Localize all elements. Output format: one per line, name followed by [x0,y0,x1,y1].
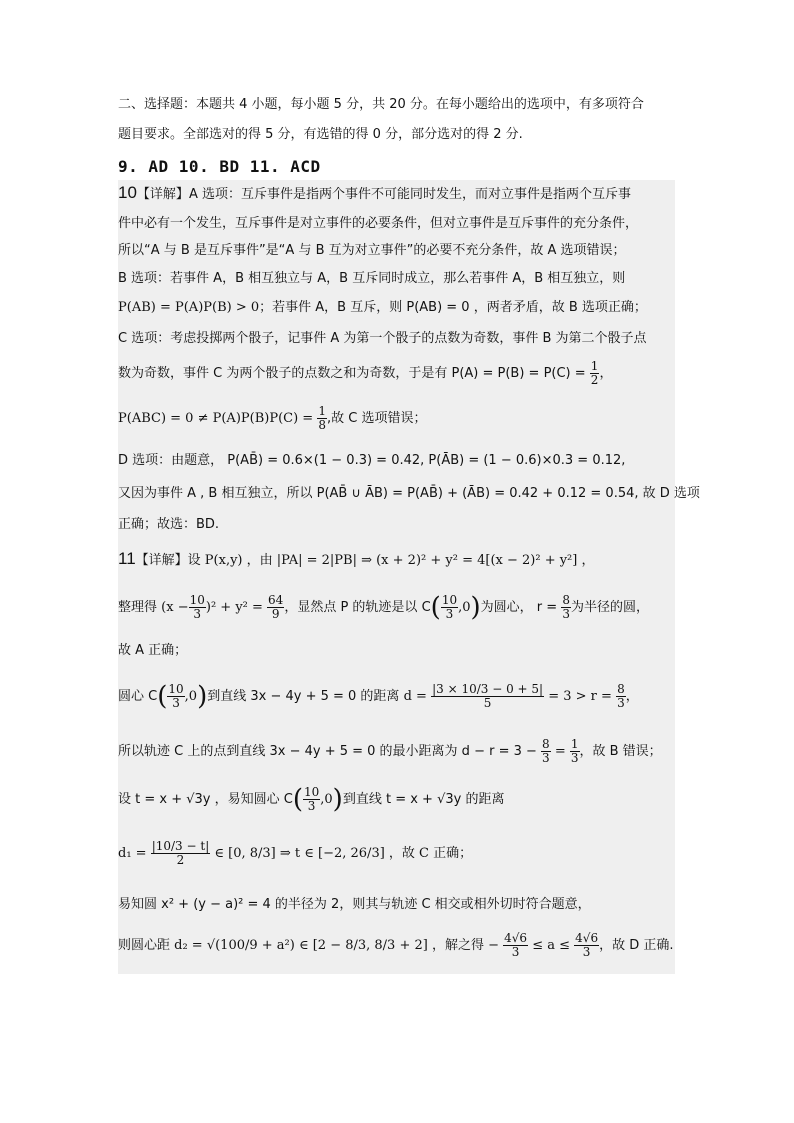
q11-line7: d₁ = $\frac{|10/3 - t|}{2}$ ∈ [0, 8/3] ⇒ t ∈ [−2, 26/3] ，故 C 正确； [118,839,473,867]
q10-formula-pab: P(AB) = P(A)P(B) > 0 [118,300,260,315]
q11-frac-8-3: $\frac{8}{3}$ [562,593,570,621]
q11-d1-frac: $\frac{|10/3 - t|}{2}$ [151,839,210,867]
q11-line8: 易知圆 x² + (y − a)² = 4 的半径为 2，则其与轨迹 C 相交或相外切时符合题意， [118,897,591,912]
q10-text5: ；若事件 A，B 互斥，则 P(AB) = 0 ，两者矛盾，故 B 选项正确； [259,300,647,315]
q10-line9: D 选项：由题意， P(AB̄) = 0.6×(1 − 0.3) = 0.42, P(ĀB) = (1 − 0.6)×0.3 = 0.12, [118,453,626,468]
q10-tag: 【详解】 [136,187,189,202]
q11-line9: 则圆心距 d₂ = √(100/9 + a²) ∈ [2 − 8/3, 8/3 + 2] ，解之得 − $\frac{4√6}{3}$ ≤ a ≤ $\frac{4√6}{3}$ ，故 D 正确. [118,931,674,959]
q10-line11: 正确；故选：BD. [118,517,220,532]
q11-frac-neg: $\frac{4√6}{3}$ [504,931,528,959]
q10-line8 [118,405,426,432]
q11-center-frac: $\frac{10}{3}$ [441,593,458,621]
q10-line2: 件中必有一个发生，互斥事件是对立事件的必要条件，但对立事件是互斥事件的充分条件， [118,216,639,231]
section-intro-line2: 题目要求。全部选对的得 5 分，有选错的得 0 分，部分选对的得 2 分. [118,127,523,142]
q11-line2: 整理得 (x − $\frac{10}{3}$ )² + y² = $\frac{64}{9}$ ，显然点 P 的轨迹是以 C( $\frac{10}{3}$ ,0)为圆心， r = $\frac{8}{3}$ 为半径的圆， [118,592,649,623]
q10-number: 10 [118,183,137,202]
q11-number: 11 [118,549,136,568]
q10-frac-half: $\frac{1}{2}$ [590,359,599,387]
q11-frac-64-9: $\frac{64}{9}$ [268,593,284,621]
q11-frac-r: $\frac{8}{3}$ [617,682,625,710]
q11-frac-1-3: $\frac{1}{3}$ [570,737,579,765]
q11-line1 [118,550,594,570]
q11-frac-10-3: $\frac{10}{3}$ [189,593,205,621]
q10-line3: 所以“A 与 B 是互斥事件”是“A 与 B 互为对立事件”的必要不充分条件，故 A 选项错误； [118,243,626,258]
q11-center-frac-3: $\frac{10}{3}$ [303,785,320,813]
q11-line6: 设 t = x + √3y ，易知圆心 C( $\frac{10}{3}$ ,0)到直线 t = x + √3y 的距离 [118,784,505,815]
q10-line10: 又因为事件 A , B 相互独立，所以 P(AB̄ ∪ ĀB) = P(AB̄) + (ĀB) = 0.42 + 0.12 = 0.54, 故 D 选项 [118,486,700,501]
q11-text1: 设 P(x,y) ，由 |PA| = 2|PB| ⇒ (x + 2)² + y² = 4[(x − 2)² + y²] ， [187,553,595,568]
q10-line1 [118,184,631,204]
section-intro-line1: 二、选择题：本题共 4 小题，每小题 5 分，共 20 分。在每小题给出的选项中，有多项符合 [118,97,644,112]
q10-text8: ,故 C 选项错误； [326,411,427,426]
q11-frac-8-3-b: $\frac{8}{3}$ [542,737,550,765]
q11-center-frac-2: $\frac{10}{3}$ [168,682,184,710]
q10-line5 [118,299,647,317]
q10-line4: B 选项：若事件 A，B 相互独立与 A，B 互斥同时成立，那么若事件 A，B 相互独立，则 [118,271,626,286]
q10-formula-pabc: P(ABC) = 0 ≠ P(A)P(B)P(C) = [118,411,314,426]
q10-line7: 数为奇数，事件 C 为两个骰子的点数之和为奇数，于是有 P(A) = P(B) = P(C) = $\frac{1}{2}$ ， [118,359,613,387]
q10-text1: A 选项：互斥事件是指两个事件不可能同时发生，而对立事件是指两个互斥事 [188,187,631,202]
q10-text7: 数为奇数，事件 C 为两个骰子的点数之和为奇数，于是有 P(A) = P(B) = P(C) = [118,366,586,381]
q11-line3: 故 A 正确； [118,643,188,658]
q11-tag: 【详解】 [135,553,188,568]
q11-frac-pos: $\frac{4√6}{3}$ [575,931,599,959]
q11-distance-frac: $\frac{|3 \times 10/3 - 0 + 5|}{5}$ [432,682,544,710]
q11-line4: 圆心 C( $\frac{10}{3}$ ,0)到直线 3x − 4y + 5 = 0 的距离 d = $\frac{|3 \times 10/3 - 0 + 5|}{5}$ = 3 > r = $\frac{8}{3}$ ， [118,681,639,712]
q10-line6: C 选项：考虑投掷两个骰子，记事件 A 为第一个骰子的点数为奇数，事件 B 为第二个骰子点 [118,331,647,346]
answer-key: 9. AD 10. BD 11. ACD [118,157,321,176]
q11-line5: 所以轨迹 C 上的点到直线 3x − 4y + 5 = 0 的最小距离为 d − r = 3 − $\frac{8}{3}$ = $\frac{1}{3}$ ，故 B 错误； [118,737,662,765]
q10-frac-eighth: $\frac{1}{8}$ [318,404,326,432]
